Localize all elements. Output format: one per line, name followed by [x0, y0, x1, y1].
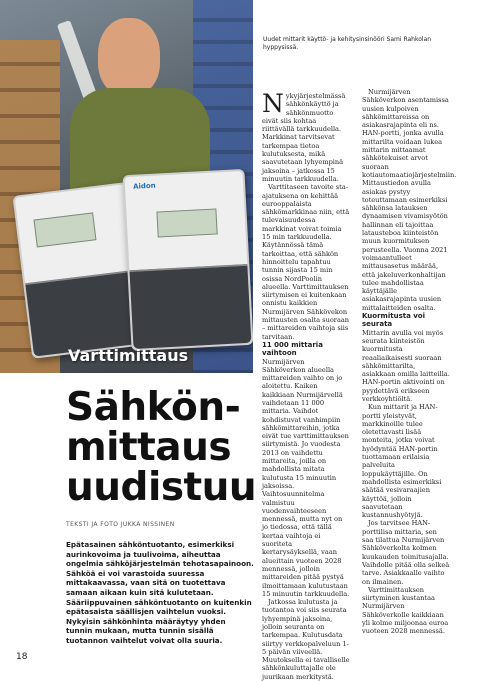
electricity-meter-right: [122, 169, 253, 351]
article-lead: Epätasainen sähköntuotanto, esimerkiksi aurinkovoima ja tuulivoima, aiheuttaa ongelmia sähköjärjestelmän tehotasapainoon. Sähköä ei voi varastoida suuressa mittakaavassa, vaan sitä on tuotettava samaan aikaan kuin sitä kulutetaan. Sääriippuvainen sähköntuotanto on kuitenkin epätasaista säällisjen vaihtelun vuoksi. Nykyisin sähkönhinta määräytyy yhden tunnin mukaan, mutta tunnin sisällä tuotannon vaihtelut voivat olla suuria.: [66, 540, 254, 645]
headline-line-2: mittaus: [66, 425, 232, 470]
paragraph: Jos tarvitsee HAN-porttilisa mittaria, sen saa tilattua Nurmijärven Sähköverkolta kolmen kuukauden toimitusajalla. Vaihdolle pitää olla selkeä tarve. Asiakkaalle vaihto on ilmainen.: [362, 519, 450, 586]
photo-kicker: Varttimittaus: [68, 346, 189, 365]
subheading: 11 000 mittaria vaihtoon: [262, 340, 323, 358]
headline-line-3: uudistuu: [66, 465, 257, 510]
body-column-1: [262, 89, 350, 681]
drop-cap: N: [262, 89, 284, 118]
paragraph: Nurmijärven Sähköverkon alueella mittareiden vaihto on jo aloitettu. Kaiken kaikkiaan Nurmijärvellä vaihdetaan 11 000 mittaria. Vaihdot kohdistuvat vanhimpiin sähkömittareihin, jotka eivät tue varttimittauksen siirtymistä. Jo vuodesta 2013 on vaihdettu mittareita, joilla on mahdollista mitata kulutusta 15 minuutin jaksoissa. Vaihtosuunnitelma valmistuu vuodenvaihteeseen mennessä, mutta nyt on jo tiedossa, että tällä kertaa vaihtoja ei suoriteta kertarysäyksellä, vaan alueittain vuoteen 2028 mennessä, jolloin mittareiden pitää pystyä ilmoittamaan kulutustaan 15 minuutin tarkkuudella.: [262, 357, 350, 598]
paragraph: Varttitaseen tavoite sta-ajatuksena on kehittää eurooppalaista sähkömarkkinaa niin, että tulevaisuudessa markkinat voivat toimia 15 min tarkkuudella. Käytännössä tämä tarkoittaa, että sähkön hinnoittelu tapahtuu tunnin sijasta 15 min osissa NordPoolin alueella. Varttimittauksen siirtymisen ei kuitenkaan onnistu kaikkien Nurmijärven Sähkövekon mittausten osalta suoraan – mittareiden vaihtoja siis tarvitaan.: [262, 183, 350, 341]
paragraph: Nurmijärven Sähköverkon asentamissa uusien kulpoiven sähkömittareissa on asiakasrajapinta eli ns. HAN-portti, jonka avulla mittarilta voidaan lukea mittarin mittaamat sähkötekuiset arvot suoraan kotiautomaatiojärjestelmiin. Mittaustiedon avulla asiakas pystyy toteuttamaan esimerkiksi sähkönsa latauksen dynaamisen vivamisyötön hallinnan eli tajoittaa latausteboa kiinteistön muun kuormituksen perusteella. Vuonna 2021 voimaantulleet mittausasetus määrää, että jakeluverkonhaltijan tulee mahdollistaa käyttäjälle asiakasrajapinta uusien mittalaitteiden osalta.: [362, 88, 457, 312]
article-headline: [66, 385, 257, 510]
subheading: Kuormitusta voi seurata: [362, 312, 426, 329]
meter-display: [156, 208, 217, 237]
meter-brand-logo: Aidon: [132, 181, 156, 191]
paragraph: Nykyjärjestelmässä sähkönkäyttö ja sähkönmuotto eivät siis kohtaa riittävällä tarkkuudella. Markkinat tarvitsevat tarkempaa tietoa kulutuksesta, mikä saavutetaan lyhyempinä jaksoina – jatkossa 15 minuutin tarkkuudella.: [262, 89, 346, 183]
body-column-2: [362, 88, 457, 636]
meter-display: [33, 212, 96, 247]
person-head: [98, 18, 160, 96]
headline-line-1: Sähkön-: [66, 385, 241, 430]
article-photo: [0, 0, 253, 373]
paragraph: Mittarin avulla voi myös seurata kiinteistön kuormitusta reaaliaikaisesti suoraan sähkömittarilta, asiakkaan omilla laitteilla. HAN-portin aktivointi on pyydettävä erikseen verkkoyhtiöltä.: [362, 328, 450, 403]
meter-terminal-cover: [129, 264, 251, 349]
paragraph: Jatkossa kulutusta ja tuotantoa voi siis seurata lyhyempinä jaksoina, jolloin seuranta on tarkempaa. Kulutusdata siirtyy verkkopalveluun 1-5 päivän viiveellä. Muutoksella ei tavalliselle sähkönkuluttajalle ole juurikaan merkitystä.: [262, 598, 350, 681]
paragraph: Kun mittarit ja HAN-portti yleistyvät, markkinoille tulee oletettavasti lisää monteita, jotka voivat hyödyntää HAN-portin tuottamaan erilaisia palveluita loppukäyttäjille. On mahdollista esimerkiksi säätää vesivaraajien käyttöä, jolloin saavutetaan kustannushyötyjä.: [362, 403, 442, 520]
byline-credit: TEKSTI JA FOTO JUKKA NISSINEN: [66, 521, 175, 528]
paragraph: Varttimittauksen siirtyminen kustantaa Nurmijärven Sähköverkolle kaikkiaan yli kolme miljoonaa euroa vuoteen 2028 mennessä.: [362, 585, 449, 636]
photo-caption: Uudet mittarit käyttö- ja kehitysinsinööri Sami Rahkolan hyppysissä.: [263, 36, 432, 51]
page-number: 18: [16, 652, 28, 662]
